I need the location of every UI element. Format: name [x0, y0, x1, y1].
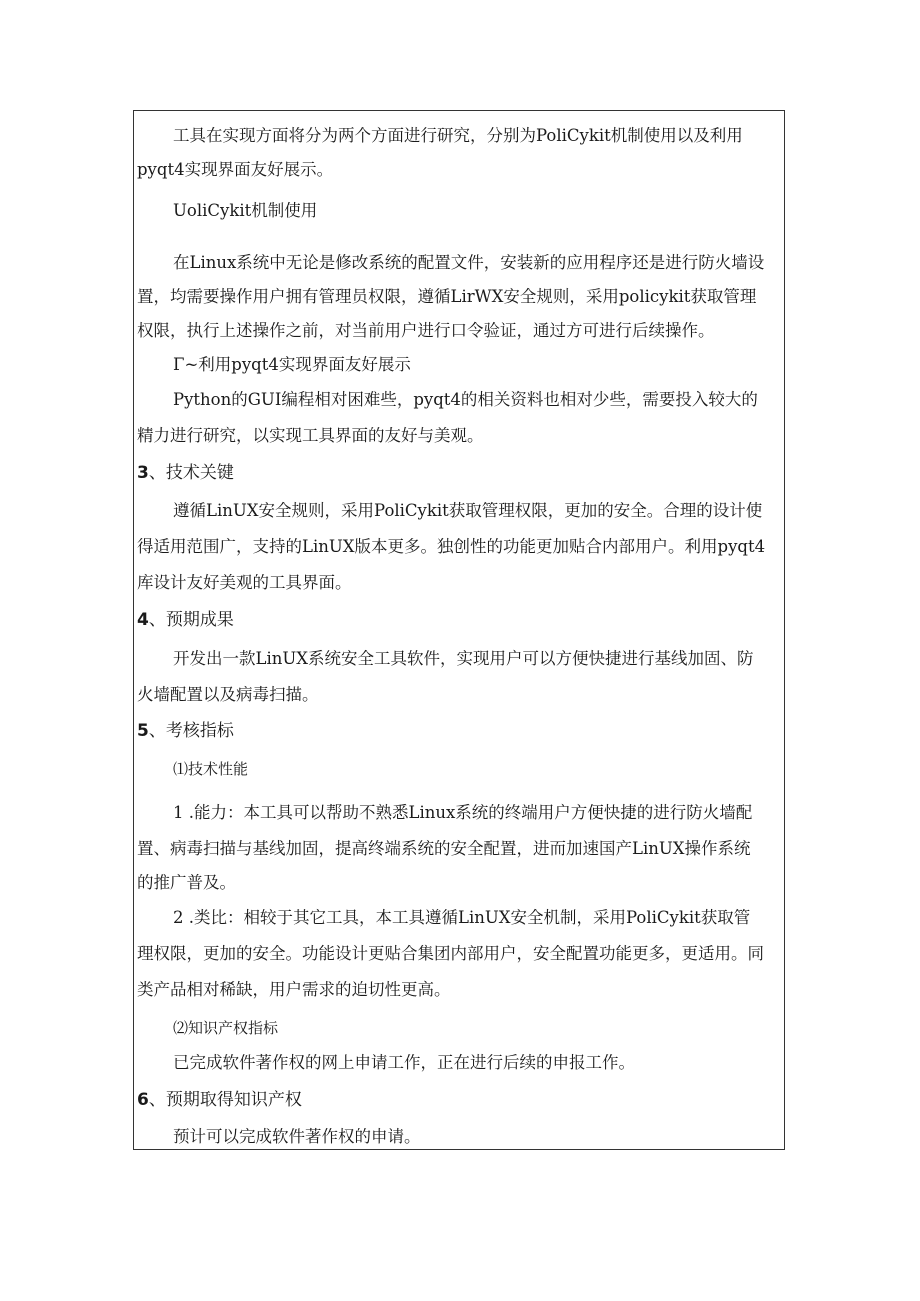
paragraph-line: 精力进行研究，以实现工具界面的友好与美观。 — [137, 426, 484, 445]
section-title: 、技术关键 — [148, 463, 234, 483]
subsection-title: ⑴技术性能 — [173, 760, 249, 778]
paragraph-line: 置，均需要操作用户拥有管理员权限，遵循LirWX安全规则，采用policykit获取管理 — [137, 287, 757, 306]
subsection-title: ⑵知识产权指标 — [173, 1019, 279, 1037]
paragraph-line: 火墙配置以及病毒扫描。 — [137, 685, 319, 704]
paragraph-line: 权限，执行上述操作之前，对当前用户进行口令验证，通过方可进行后续操作。 — [137, 321, 715, 340]
paragraph-line: 库设计友好美观的工具界面。 — [137, 573, 352, 592]
paragraph-line: pyqt4实现界面友好展示。 — [137, 160, 334, 179]
paragraph-line: 的推广普及。 — [137, 873, 236, 892]
section-heading-4 — [137, 609, 234, 631]
subsection-title: Γ~利用pyqt4实现界面友好展示 — [173, 355, 411, 374]
paragraph-line: 工具在实现方面将分为两个方面进行研究，分别为PoliCykit机制使用以及利用 — [173, 126, 743, 145]
paragraph-line: 得适用范围广，支持的LinUX版本更多。独创性的功能更加贴合内部用户。利用pyqt4 — [137, 537, 766, 556]
paragraph-line: Python的GUI编程相对困难些，pyqt4的相关资料也相对少些，需要投入较大的 — [173, 390, 758, 409]
section-heading-3 — [137, 462, 234, 484]
section-number: 5 — [137, 721, 149, 741]
paragraph-line: 1 .能力：本工具可以帮助不熟悉Linux系统的终端用户方便快捷的进行防火墙配 — [173, 803, 753, 822]
section-heading-5 — [137, 720, 234, 742]
subsection-title: UoliCykit机制使用 — [173, 201, 318, 220]
paragraph-line: 预计可以完成软件著作权的申请。 — [173, 1127, 421, 1146]
section-title: 、预期成果 — [148, 610, 234, 630]
section-number: 6 — [137, 1090, 149, 1110]
section-number: 3 — [137, 463, 149, 483]
section-title: 、考核指标 — [148, 721, 234, 741]
paragraph-line: 理权限，更加的安全。功能设计更贴合集团内部用户，安全配置功能更多，更适用。同 — [137, 944, 764, 963]
paragraph-line: 在Linux系统中无论是修改系统的配置文件，安装新的应用程序还是进行防火墙设 — [173, 253, 765, 272]
paragraph-line: 遵循LinUX安全规则，采用PoliCykit获取管理权限，更加的安全。合理的设计使 — [173, 501, 763, 520]
paragraph-line: 已完成软件著作权的网上申请工作，正在进行后续的申报工作。 — [173, 1053, 635, 1072]
section-title: 、预期取得知识产权 — [148, 1090, 302, 1110]
paragraph-line: 类产品相对稀缺，用户需求的迫切性更高。 — [137, 980, 451, 999]
section-heading-6 — [137, 1089, 302, 1111]
paragraph-line: 置、病毒扫描与基线加固，提高终端系统的安全配置，进而加速国产LinUX操作系统 — [137, 839, 751, 858]
paragraph-line: 2 .类比：相较于其它工具，本工具遵循LinUX安全机制，采用PoliCykit获取管 — [173, 908, 751, 927]
paragraph-line: 开发出一款LinUX系统安全工具软件，实现用户可以方便快捷进行基线加固、防 — [173, 649, 754, 668]
section-number: 4 — [137, 610, 149, 630]
